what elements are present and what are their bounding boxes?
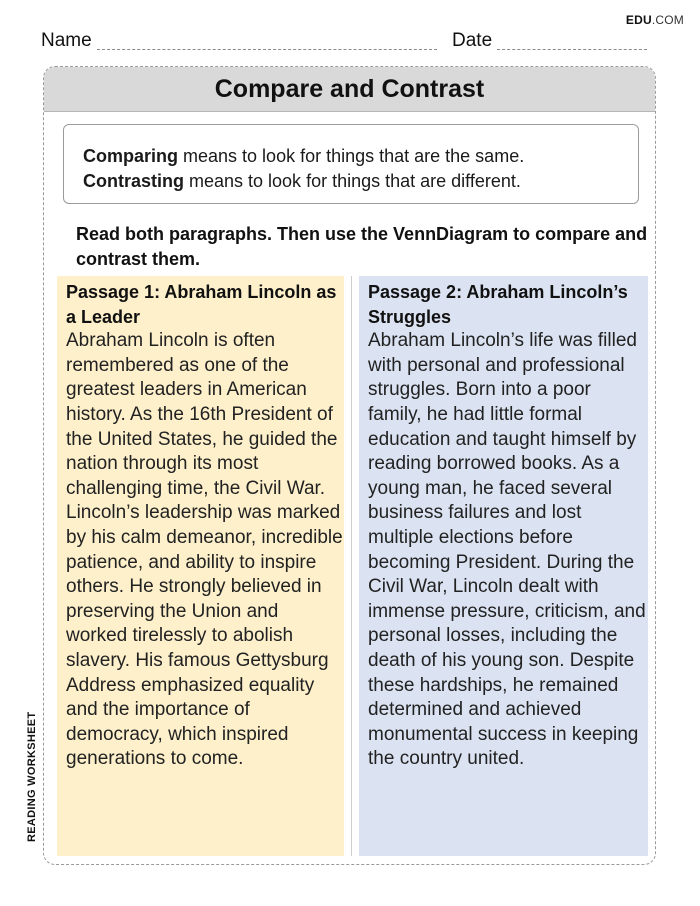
comparing-term: Comparing — [83, 146, 179, 166]
contrasting-term: Contrasting — [83, 171, 184, 191]
passage-1-panel — [57, 276, 344, 856]
title-bar — [44, 67, 655, 112]
brand-com: .COM — [651, 13, 684, 27]
contrasting-definition — [83, 169, 638, 194]
page-title: Compare and Contrast — [214, 74, 485, 103]
contrasting-text: means to look for things that are different. — [184, 171, 521, 191]
passage-2-panel — [359, 276, 648, 856]
comparing-text: means to look for things that are the same. — [178, 146, 525, 166]
worksheet-card — [43, 66, 656, 865]
column-divider — [344, 276, 359, 856]
passage-2-title: Passage 2: Abraham Lincoln’s Struggles — [368, 282, 628, 327]
name-date-row — [41, 30, 661, 54]
brand-edu: EDU — [625, 13, 652, 27]
instruction-text: Read both paragraphs. Then use the VennDiagram to compare and contrast them. — [76, 224, 648, 269]
date-label: Date — [452, 30, 493, 51]
side-label: READING WORKSHEET — [26, 711, 38, 842]
definitions-box — [63, 124, 639, 204]
name-field[interactable] — [97, 49, 437, 50]
passage-2-body: Abraham Lincoln’s life was filled with personal and professional struggles. Born into a poor family, he had little formal education and taught himself by reading borrowed books. As a young man, he faced several business failures and lost multiple elections before becoming President. During the Civil War, Lincoln dealt with immense pressure, criticism, and personal losses, including the death of his young son. Despite these hardships, he remained determined and achieved monumental success in keeping the country united. — [368, 330, 646, 770]
comparing-definition — [83, 144, 638, 169]
passage-1-title: Passage 1: Abraham Lincoln as a Leader — [66, 282, 337, 327]
passage-1-body: Abraham Lincoln is often remembered as one of the greatest leaders in American history. As the 16th President of the United States, he guided the nation through its most challenging time, the Civil War. Lincoln’s leadership was marked by his calm demeanor, incredible patience, and ability to inspire others. He strongly believed in preserving the Union and worked tirelessly to abolish slavery. His famous Gettysburg Address emphasized equality and the importance of democracy, which inspired generations to come. — [66, 330, 343, 770]
date-field[interactable] — [497, 49, 647, 50]
name-label: Name — [41, 30, 92, 51]
brand-logo — [626, 13, 684, 27]
